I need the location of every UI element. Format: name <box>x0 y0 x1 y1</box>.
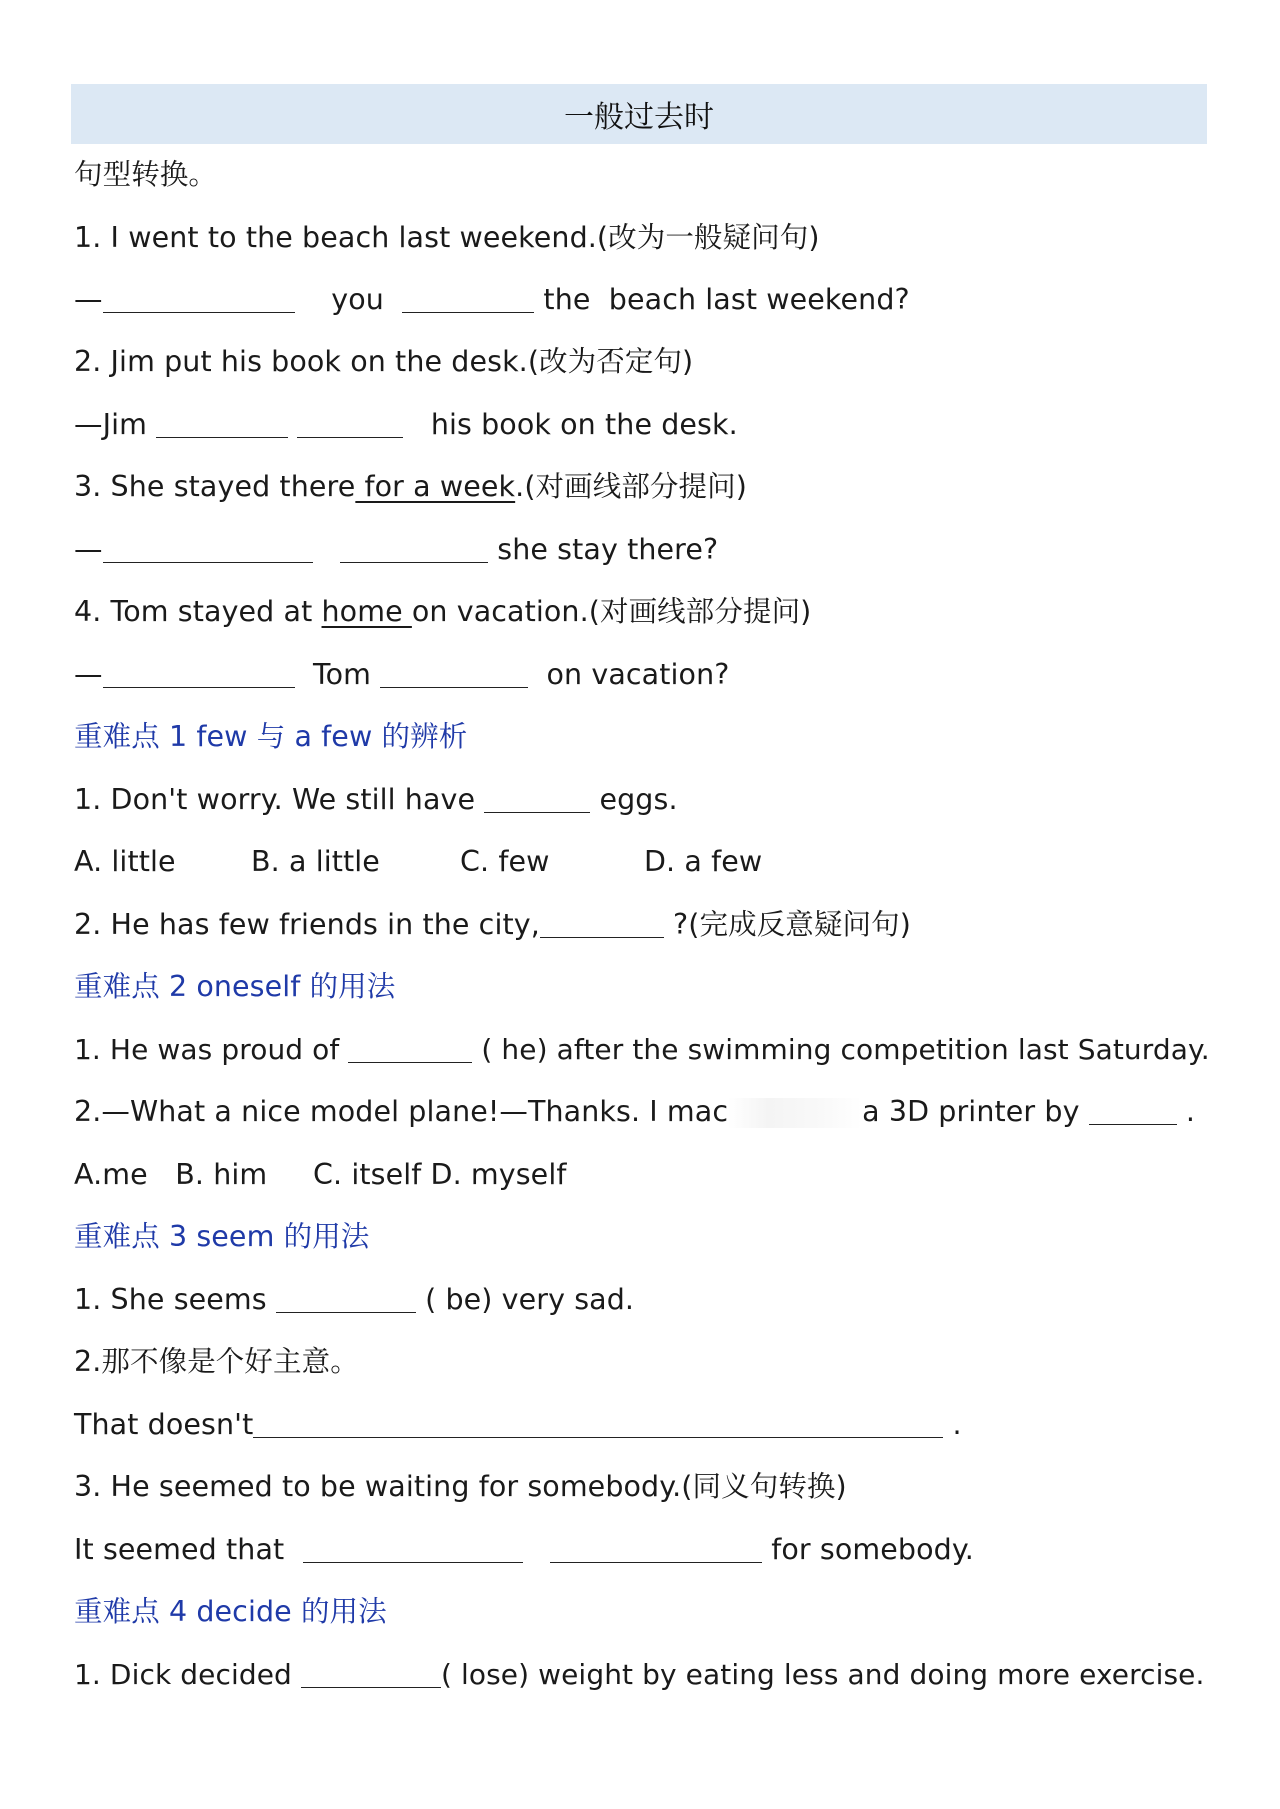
prompt-text: .(对画线部分提问) <box>515 470 747 503</box>
answer-blank[interactable] <box>340 532 488 563</box>
prompt-text: ( lose) weight by eating less and doing more exercise. <box>440 1658 1205 1691</box>
prompt-text: on vacation.(对画线部分提问) <box>411 595 812 628</box>
key-point-4-heading: 重难点 4 decide 的用法 <box>74 1595 387 1628</box>
answer-blank[interactable] <box>276 1282 416 1313</box>
prompt-text: eggs. <box>599 783 678 816</box>
option-c[interactable]: C. few <box>460 845 550 878</box>
answer-blank[interactable] <box>550 1532 762 1563</box>
answer-blank[interactable] <box>303 1532 523 1563</box>
question-1-prompt: 1. I went to the beach last weekend.(改为一般疑问句) <box>74 221 820 254</box>
answer-word: —Jim <box>74 408 147 441</box>
answer-word: you <box>331 283 384 316</box>
section-heading: 句型转换。 <box>74 158 218 191</box>
key-point-2-heading: 重难点 2 oneself 的用法 <box>74 970 396 1003</box>
prompt-text: . <box>952 1408 962 1441</box>
answer-blank[interactable] <box>540 907 664 938</box>
question-1-answer <box>74 278 910 322</box>
prompt-text: It seemed that <box>74 1533 285 1566</box>
dash: — <box>74 533 103 566</box>
prompt-text: ( be) very sad. <box>425 1283 635 1316</box>
option-d[interactable]: D. a few <box>644 845 763 878</box>
kp3-question-2-answer <box>74 1403 962 1447</box>
kp1-options <box>74 840 762 884</box>
answer-blank[interactable] <box>103 532 313 563</box>
answer-blank[interactable] <box>103 282 295 313</box>
underlined-phrase: for a week <box>355 470 516 503</box>
prompt-text: ( he) after the swimming competition last Saturday. <box>481 1033 1210 1066</box>
page-title: 一般过去时 <box>71 84 1207 144</box>
kp2-question-2 <box>74 1090 1195 1134</box>
prompt-text: for somebody. <box>771 1533 974 1566</box>
answer-blank[interactable] <box>297 407 403 438</box>
answer-word: on vacation? <box>546 658 730 691</box>
question-2-prompt: 2. Jim put his book on the desk.(改为否定句) <box>74 345 694 378</box>
kp1-question-2 <box>74 903 911 947</box>
prompt-text: 4. Tom stayed at <box>74 595 322 628</box>
dash: — <box>74 658 103 691</box>
question-4-prompt <box>74 590 811 634</box>
prompt-text: a 3D printer by <box>862 1095 1080 1128</box>
question-2-answer <box>74 403 738 447</box>
answer-word: the beach last weekend? <box>543 283 910 316</box>
blurred-region <box>728 1098 862 1128</box>
question-3-prompt <box>74 465 747 509</box>
prompt-text: 2.—What a nice model plane!—Thanks. I mac <box>74 1095 729 1128</box>
option-a[interactable]: A. little <box>74 845 176 878</box>
answer-blank[interactable] <box>380 657 528 688</box>
kp3-question-2: 2.那不像是个好主意。 <box>74 1345 359 1378</box>
answer-word: Tom <box>312 658 372 691</box>
prompt-text: 1. He was proud of <box>74 1033 340 1066</box>
answer-blank[interactable] <box>1089 1094 1177 1125</box>
kp1-question-1 <box>74 778 678 822</box>
answer-blank[interactable] <box>103 657 295 688</box>
kp3-question-3-answer <box>74 1528 974 1572</box>
question-3-answer <box>74 528 718 572</box>
answer-blank[interactable] <box>348 1032 472 1063</box>
prompt-text: ?(完成反意疑问句) <box>673 908 911 941</box>
underlined-phrase: home <box>321 595 412 628</box>
answer-word: she stay there? <box>497 533 719 566</box>
question-4-answer <box>74 653 729 697</box>
kp2-question-1 <box>74 1028 1210 1072</box>
answer-word: his book on the desk. <box>430 408 738 441</box>
prompt-text: 2. He has few friends in the city, <box>74 908 540 941</box>
prompt-text: . <box>1185 1095 1196 1128</box>
prompt-text: 1. She seems <box>74 1283 267 1316</box>
prompt-text: 1. Dick decided <box>74 1658 292 1691</box>
kp3-question-1 <box>74 1278 634 1322</box>
kp4-question-1 <box>74 1653 1204 1697</box>
kp2-options: A.me B. him C. itself D. myself <box>74 1158 567 1191</box>
answer-blank[interactable] <box>484 782 590 813</box>
dash: — <box>74 283 103 316</box>
option-b[interactable]: B. a little <box>251 845 380 878</box>
answer-blank[interactable] <box>156 407 288 438</box>
prompt-text: That doesn't <box>74 1408 254 1441</box>
key-point-3-heading: 重难点 3 seem 的用法 <box>74 1220 370 1253</box>
answer-blank[interactable] <box>253 1407 943 1438</box>
kp3-question-3: 3. He seemed to be waiting for somebody.(同义句转换) <box>74 1470 847 1503</box>
prompt-text: 3. She stayed there <box>74 470 356 503</box>
answer-blank[interactable] <box>301 1657 441 1688</box>
prompt-text: 1. Don't worry. We still have <box>74 783 476 816</box>
key-point-1-heading: 重难点 1 few 与 a few 的辨析 <box>74 720 468 753</box>
answer-blank[interactable] <box>402 282 534 313</box>
